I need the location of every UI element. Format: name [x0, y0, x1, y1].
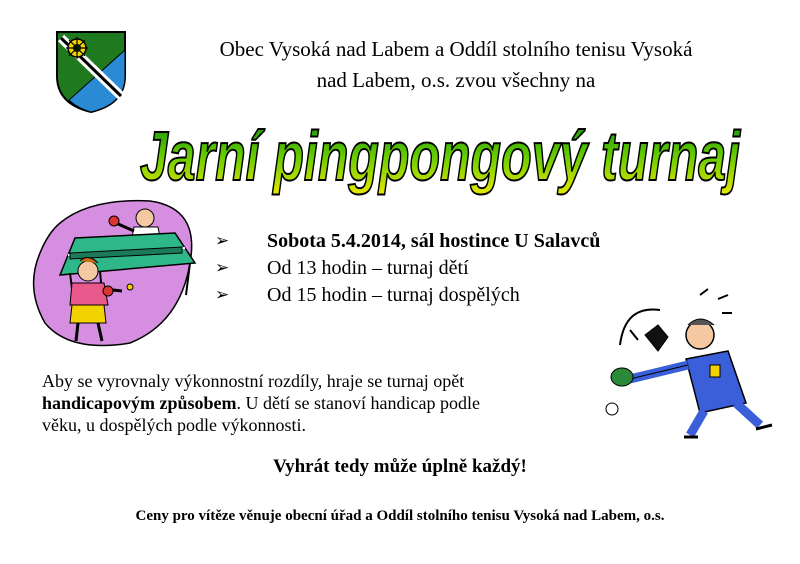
detail-item [215, 282, 635, 309]
intro-line-2: nad Labem, o.s. zvou všechny na [316, 68, 596, 92]
detail-item [215, 255, 635, 282]
intro-line-1: Obec Vysoká nad Labem a Oddíl stolního tenisu Vysoká [219, 37, 693, 61]
event-title-text: Jarní pingpongový turnaj [140, 117, 742, 195]
paragraph-bold-handicap: handicapovým způsobem [42, 393, 237, 413]
invitation-intro [136, 34, 776, 96]
prizes-note: Ceny pro vítěze věnuje obecní úřad a Oddíl stolního tenisu Vysoká nad Labem, o.s. [135, 508, 665, 524]
angry-player-illustration [600, 285, 780, 445]
paragraph-part-2: . U dětí se stanoví handicap podle věku, u dospělých podle výkonnosti. [42, 393, 480, 435]
detail-children-tournament: Od 13 hodin – turnaj dětí [267, 257, 469, 279]
detail-date-venue: Sobota 5.4.2014, sál hostince U Salavců [267, 230, 601, 252]
detail-item [215, 228, 635, 255]
event-title [120, 110, 760, 205]
arrow-bullet-icon: ➢ [215, 285, 230, 305]
paragraph-part-1: Aby se vyrovnaly výkonnostní rozdíly, hraje se turnaj opět [42, 371, 465, 391]
table-tennis-players-illustration [30, 193, 205, 353]
handicap-paragraph [42, 370, 512, 436]
arrow-bullet-icon: ➢ [215, 231, 230, 251]
arrow-bullet-icon: ➢ [215, 258, 230, 278]
detail-adults-tournament: Od 15 hodin – turnaj dospělých [267, 284, 520, 306]
municipal-crest-logo [55, 30, 127, 114]
event-details-list [215, 228, 635, 309]
slogan: Vyhrát tedy může úplně každý! [273, 456, 527, 477]
